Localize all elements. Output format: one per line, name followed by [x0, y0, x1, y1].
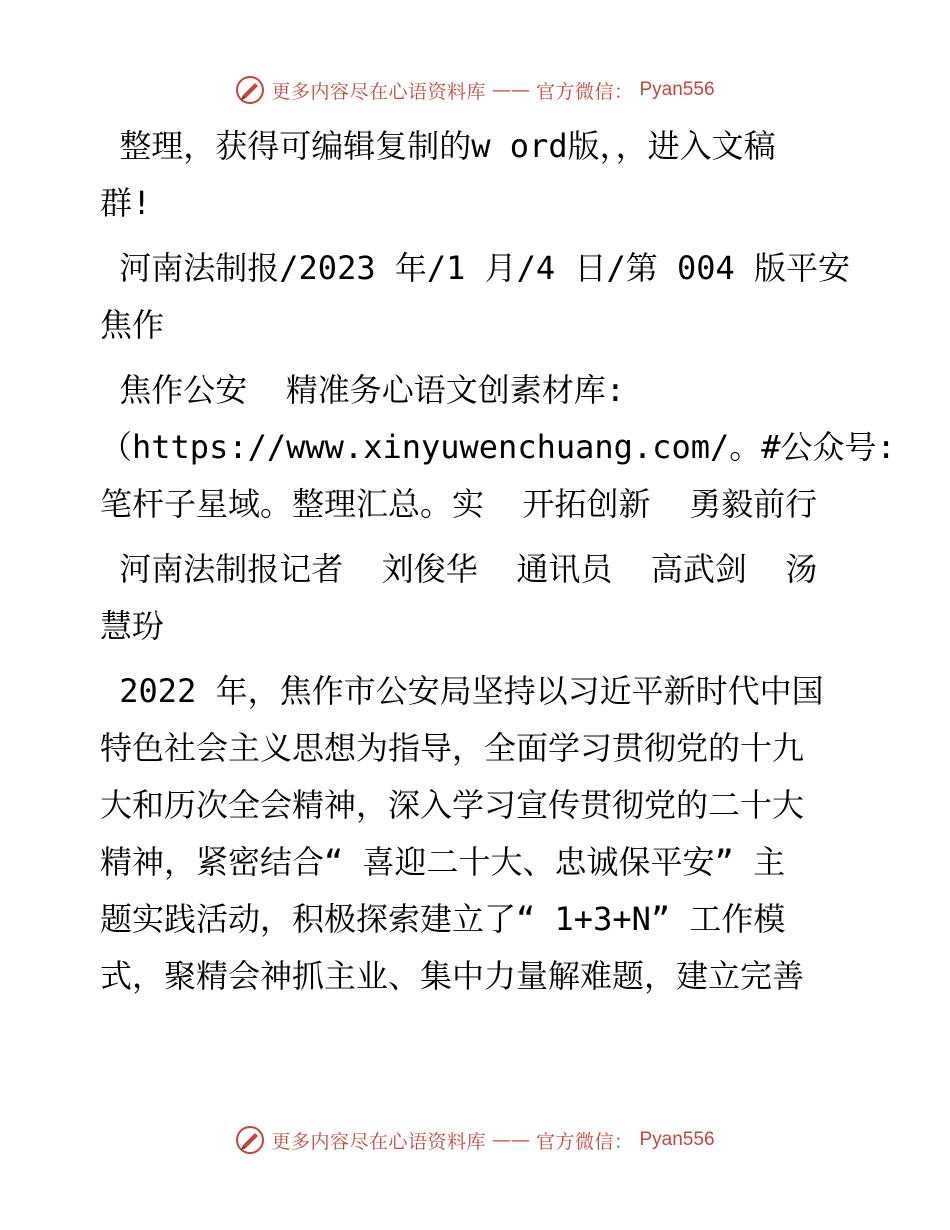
document-body [100, 118, 896, 1013]
text-line: 大和历次全会精神，深入学习宣传贯彻党的二十大 [100, 786, 805, 824]
text-line: 慧玢 [100, 607, 165, 645]
text-line: 焦作 [100, 306, 165, 344]
footer-watermark [0, 1120, 950, 1160]
watermark-text: 更多内容尽在心语资料库 [271, 80, 486, 103]
watermark-text: 更多内容尽在心语资料库 [271, 1130, 486, 1153]
text-line: （https://www.xinyuwenchuang.com/。#公众号: [100, 428, 896, 466]
paragraph-source [100, 240, 860, 354]
text-line: 焦作公安 精准务心语文创素材库: [100, 371, 626, 409]
watermark-dash: —— [491, 1129, 530, 1151]
paragraph-intro [100, 118, 860, 232]
text-line: 精神，紧密结合“ 喜迎二十大、忠诚保平安” 主 [100, 843, 786, 881]
text-line: 特色社会主义思想为指导，全面学习贯彻党的十九 [100, 729, 805, 767]
text-line: 笔杆子星域。整理汇总。实 开拓创新 勇毅前行 [100, 485, 818, 523]
logo-icon [235, 75, 265, 105]
paragraph-byline [100, 541, 860, 655]
watermark-dash: —— [491, 79, 530, 101]
logo-icon [235, 1125, 265, 1155]
text-line: 群! [100, 184, 152, 222]
wechat-label: 官方微信： [535, 1130, 634, 1153]
text-line: 河南法制报/2023 年/1 月/4 日/第 004 版平安 [100, 249, 851, 287]
text-line: 整理，获得可编辑复制的w ord版，，进入文稿 [100, 127, 776, 165]
text-line: 2022 年，焦作市公安局坚持以习近平新时代中国 [100, 672, 824, 710]
text-line: 河南法制报记者 刘俊华 通讯员 高武剑 汤 [100, 550, 818, 588]
wechat-id: Pyan556 [639, 1129, 715, 1150]
text-line: 式，聚精会神抓主业、集中力量解难题，建立完善 [100, 957, 805, 995]
header-watermark [0, 70, 950, 110]
paragraph-body [100, 663, 860, 1005]
wechat-label: 官方微信： [535, 80, 634, 103]
wechat-id: Pyan556 [639, 79, 715, 100]
text-line: 题实践活动，积极探索建立了“ 1+3+N” 工作模 [100, 900, 786, 938]
paragraph-title [100, 362, 896, 533]
